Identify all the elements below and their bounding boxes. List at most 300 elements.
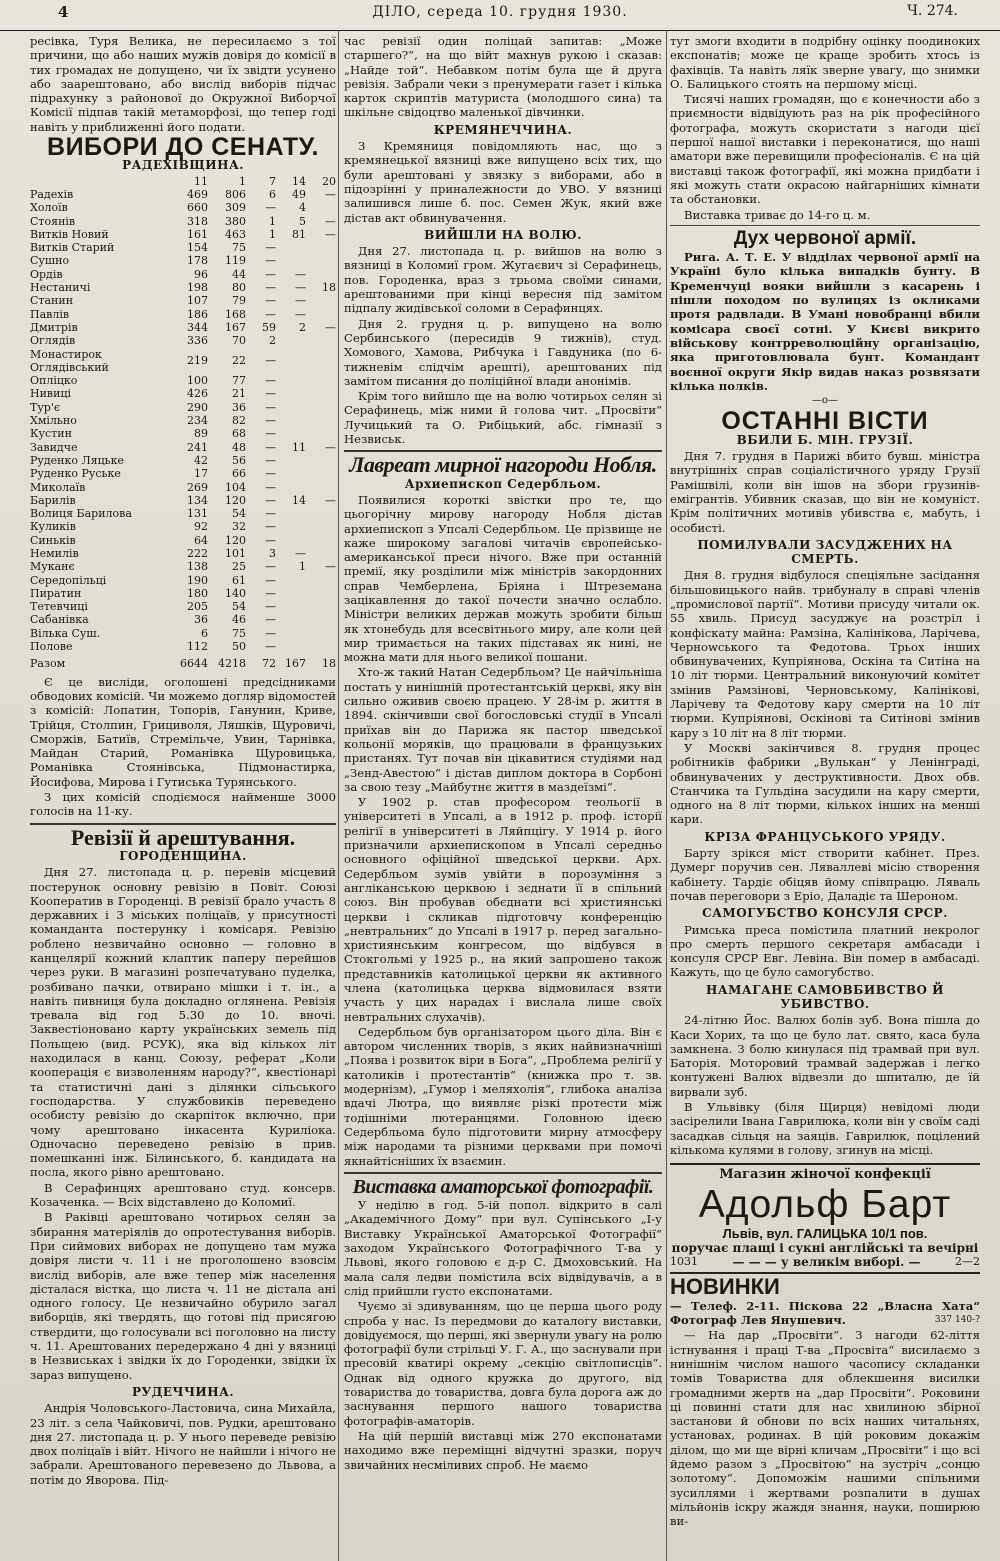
village-name: Дмитрів bbox=[30, 320, 78, 334]
vote-count: — bbox=[265, 626, 276, 640]
vote-count: — bbox=[265, 400, 276, 414]
vote-count: 18 bbox=[322, 281, 336, 295]
vote-count bbox=[276, 241, 306, 254]
vote-count: 4218 bbox=[218, 657, 246, 671]
vote-count bbox=[306, 627, 336, 640]
results-table bbox=[30, 175, 336, 671]
vote-count: 2 bbox=[269, 334, 276, 348]
vote-count: 138 bbox=[187, 560, 208, 574]
table-row bbox=[30, 215, 336, 228]
vote-count: — bbox=[295, 294, 306, 308]
vote-count: 100 bbox=[187, 374, 208, 388]
table-row bbox=[30, 414, 336, 427]
vote-count: 167 bbox=[225, 320, 246, 334]
village-name: Куликів bbox=[30, 520, 76, 534]
vote-count bbox=[276, 414, 306, 427]
article-paragraph: У Москві закінчився 8. грудня процес робітників фабрики „Вулькан“ у Ленінграді, обвинувачених у деструктивности. Двох обв. Станчика та Гульдіна засудили на кару смерти, одного на 8 літ тюрми, кількох інших на менші кари. bbox=[670, 740, 980, 827]
village-name: Монастирок Оглядівський bbox=[30, 347, 109, 374]
results-comment: Є це висліди, оголошені предсідниками обводових комісій. Чи можемо догляр відомостей з комісій: Лопатин, Топорів, Ганунин, Криве, Трійця, Столпин, Грициволя, Ляшків, Щуровичі, Сморжів, Батиїв, Стремільче, Увин, Тарнівка, Майдан Старий, Романівка Щуровицька, Романівка Стоянівська, Підмонастирка, Йосифова, Мирова і Гутиська Турянського. bbox=[30, 674, 336, 789]
ad-footer bbox=[670, 1255, 980, 1269]
vote-count: — bbox=[265, 573, 276, 587]
ad-code: 1031 bbox=[670, 1255, 698, 1269]
vote-count bbox=[306, 507, 336, 520]
ad-offer-2: — — — у великім виборі. — bbox=[732, 1255, 921, 1270]
vote-count: 70 bbox=[232, 334, 246, 348]
village-name: Нестаничі bbox=[30, 281, 91, 295]
vote-count bbox=[306, 454, 336, 467]
table-row bbox=[30, 441, 336, 454]
vote-count: — bbox=[265, 507, 276, 521]
vote-count: 426 bbox=[187, 387, 208, 401]
vote-count: — bbox=[265, 533, 276, 547]
table-row bbox=[30, 294, 336, 307]
vote-count: — bbox=[265, 387, 276, 401]
village-name: Сушно bbox=[30, 254, 70, 268]
vote-count: — bbox=[325, 440, 336, 454]
vote-count: 54 bbox=[232, 507, 246, 521]
vote-count: — bbox=[325, 227, 336, 241]
vote-count bbox=[306, 467, 336, 480]
vote-count: 234 bbox=[187, 414, 208, 428]
vote-count: 120 bbox=[225, 533, 246, 547]
horodenshchyna-heading: ГОРОДЕНЩИНА. bbox=[119, 848, 247, 863]
vote-count: 17 bbox=[194, 467, 208, 481]
vote-count: 11 bbox=[292, 440, 306, 454]
vote-count: — bbox=[265, 241, 276, 255]
village-name: Синьків bbox=[30, 533, 76, 547]
article-paragraph: тут змоги входити в подрібну оцінку поодиноких експонатів; може це краще зробить хтось із фахівців. Та навіть ляїк зверне увагу, що знимки О. Балицького стоять на першому місці. bbox=[670, 34, 980, 91]
vote-count: — bbox=[265, 294, 276, 308]
vote-count bbox=[276, 254, 306, 267]
ad-code: 2—2 bbox=[954, 1255, 980, 1269]
village-name: Нивиці bbox=[30, 387, 72, 401]
table-row bbox=[30, 387, 336, 400]
vote-count: 6 bbox=[201, 626, 208, 640]
list-header: 11 bbox=[194, 174, 208, 188]
village-name: Тетевчиці bbox=[30, 600, 88, 614]
vote-count: 50 bbox=[232, 640, 246, 654]
vote-count bbox=[306, 414, 336, 427]
results-comment-2: З цих комісій сподіємося найменше 3000 голосів на 11-ку. bbox=[30, 790, 336, 819]
table-row bbox=[30, 600, 336, 613]
vote-count bbox=[276, 640, 306, 653]
kremianechchyna-heading: КРЕМЯНЕЧЧИНА. bbox=[433, 122, 573, 137]
vote-count: 806 bbox=[225, 187, 246, 201]
article-paragraph: Тисячі наших громадян, що є конечности або з приємности відвідують раз на рік професійного фотографа, можуть скористати з нагоди цієї першої нашої виставки і переконатися, що наші аматори вже перевищили професіоналів. Є на цій виставці також фотографії, які можна придбати і які можуть стати окрасою найгарніших кімнати та обстановки. bbox=[670, 92, 980, 207]
vote-count bbox=[306, 201, 336, 214]
vote-count: 14 bbox=[292, 493, 306, 507]
vote-count: 59 bbox=[262, 320, 276, 334]
village-name: Витків Новий bbox=[30, 227, 109, 241]
georgia-heading: ВБИЛИ Б. МІН. ГРУЗІЇ. bbox=[736, 432, 914, 447]
vote-count bbox=[276, 574, 306, 587]
vote-count: 5 bbox=[299, 214, 306, 228]
article-paragraph: Дня 27. листопада ц. р. вийшов на волю з вязниці в Коломиї гром. Жугаєвич зі Серафинець, пов. Городенка, враз з трьома своїми синами, арештованими при кінці вересня під замітом підпалу жидівської соломи в Серафинцях. bbox=[344, 244, 662, 316]
vote-count: 309 bbox=[225, 201, 246, 215]
vote-count: 80 bbox=[232, 281, 246, 295]
novynky-line bbox=[670, 1299, 980, 1328]
table-row bbox=[30, 454, 336, 467]
vote-count bbox=[306, 547, 336, 560]
novynky-code: 337 140-? bbox=[934, 1315, 980, 1326]
red-army-heading: Дух червоної армії. bbox=[733, 227, 917, 249]
village-name: Завидче bbox=[30, 440, 78, 454]
divider bbox=[670, 225, 980, 226]
newspaper-title-date: ДІЛО, середа 10. грудня 1930. bbox=[372, 4, 628, 20]
table-total-row bbox=[30, 653, 336, 670]
vote-count: — bbox=[295, 546, 306, 560]
senate-elections-heading: ВИБОРИ ДО СЕНАТУ. bbox=[47, 133, 319, 162]
vote-count: 186 bbox=[187, 307, 208, 321]
vote-count: 75 bbox=[232, 626, 246, 640]
vote-count: 48 bbox=[232, 440, 246, 454]
table-row bbox=[30, 520, 336, 533]
vote-count: — bbox=[325, 493, 336, 507]
village-name: Хмільно bbox=[30, 414, 77, 428]
vote-count: 380 bbox=[225, 214, 246, 228]
village-name: Волиця Барилова bbox=[30, 507, 132, 521]
intro-paragraph: ресівка, Туря Велика, не пересилаємо з тої причини, що або наших мужів довіря до комісії в тих громадах не допущено, чи їх звідти усунено або заарештовано, або вислід виборів підчас підрахунку з районової до Окружної Виборчої Комісії підпав такій метаморфозі, що тепер годі навіть у приближенні його подати. bbox=[30, 34, 336, 134]
vote-count: 56 bbox=[232, 453, 246, 467]
vote-count bbox=[276, 613, 306, 626]
vote-count: — bbox=[265, 600, 276, 614]
article-paragraph: На цій першій виставці між 270 експонатами находимо вже переміщні відчутні зразки, поруч звичайних несміливих спроб. Не маємо bbox=[344, 1428, 662, 1472]
vote-count: 104 bbox=[225, 480, 246, 494]
vote-count: 131 bbox=[187, 507, 208, 521]
village-name: Холоїв bbox=[30, 201, 68, 215]
vote-count: 96 bbox=[194, 267, 208, 281]
vote-count: 318 bbox=[187, 214, 208, 228]
vote-count bbox=[276, 401, 306, 414]
latest-news-heading: ОСТАННІ ВІСТИ bbox=[721, 407, 929, 436]
table-row bbox=[30, 268, 336, 281]
list-header: 14 bbox=[292, 174, 306, 188]
nobel-subheading: Архиепископ Седербльом. bbox=[404, 476, 602, 491]
vote-count: 120 bbox=[225, 493, 246, 507]
vote-count: 81 bbox=[292, 227, 306, 241]
article-paragraph: 24-літню Йос. Валюх болів зуб. Вона пішла до Каси Хорих, та що це було лат. свято, каса була замкнена. З болю кинулася під трамвай при вул. Баторія. Моторовий трамвай задержав і легко контужені Валюх відвезли до шпиталю, де їй вирвали зуб. bbox=[670, 1013, 980, 1099]
vote-count: 1 bbox=[269, 227, 276, 241]
article-paragraph: В Ульвівку (біля Щирця) невідомі люди засірелили Івана Гаврилюка, коли він у своїм саді засадкав сільця на заяців. Гаврилюк, поцілений кількома кулями в голову, згинув на місці. bbox=[670, 1100, 980, 1157]
vote-count: 92 bbox=[194, 520, 208, 534]
village-name: Руденко Руське bbox=[30, 467, 121, 481]
vote-count: — bbox=[265, 453, 276, 467]
advertisement bbox=[670, 1163, 980, 1274]
article-paragraph: — На дар „Просвіти“. З нагоди 62-ліття істнування і праці Т-ва „Просвіта“ висилаємо з нинішнім числом нашого часопису складанки томів Товариства для облекшення висилки громадними жертв на „дар Просвіти“. Роковини ці повинні стати для нас хвилиною збірної застанови й обнови по всіх наших читальнях, установах, родинах. В цій роковим докажім ділом, що ми ще вірні кличам „Просвіти“ і що всі йдемо разом з „Просвітою“ на зустріч „сонцю золотому“. Допоможім нашими спільними зусиллями і жертвами розпалити в душах мільйонів іскру жаждя знання, науки, поширюю ви- bbox=[670, 1328, 980, 1529]
nobel-laureate-heading: Лавреат мирної нагороди Нобля. bbox=[349, 452, 657, 478]
vote-count: — bbox=[265, 560, 276, 574]
table-row bbox=[30, 201, 336, 214]
article-paragraph: Дня 27. листопада ц. р. перевів місцевий постерунок основну ревізію в Повіт. Союзі Кооператив в Городенці. В ревізії брало участь 8 державних і 3 міських поліцаїв, у присутності команданта постерунку і комісаря. Ревізію роблено незвичайно основно — головно в канцелярії кожний клаптик паперу перейшов через руки. В магазині розпечатувано пуделка, розбивано пачки, отвирано мішки і т. ін., а навіть пивниця була докладно оглянена. Ревізія тревала від год 5.30 до 10. вночі. Заквестіоновано карту українських земель під Польщею (вид. РСУК), яка від кількох літ находилася в канц. Союзу, реферат „Коли кооперація є визволенням народу?“, квестіонарі та статистичні дані з ділянки сільського господарства. У службовиків переведено особисту ревізію до скарпіток включно, при чому арештовано інкасента Куриліока. Одночасно переведено ревізію в прив. помешканні інж. Білинського, б. кандидата на посла, якого рівно арештовано. bbox=[30, 865, 336, 1180]
table-row bbox=[30, 188, 336, 201]
vote-count bbox=[306, 308, 336, 321]
vote-count: 6 bbox=[269, 187, 276, 201]
vote-count: — bbox=[265, 427, 276, 441]
consul-heading: САМОГУБСТВО КОНСУЛЯ СРСР. bbox=[702, 906, 948, 921]
rudechchyna-heading: РУДЕЧЧИНА. bbox=[131, 1384, 235, 1399]
vote-count: — bbox=[295, 307, 306, 321]
table-row bbox=[30, 334, 336, 347]
vote-count: 198 bbox=[187, 281, 208, 295]
village-name: Сабанівка bbox=[30, 613, 89, 627]
article-paragraph: Барту зрікся міст створити кабінет. През. Думерг поручив сен. Ляваллеві місію створення кабінету. Тардіє обіцяв йому співпрацю. Ляваль почав переговори з Еріо, Даладіє та Шероном. bbox=[670, 846, 980, 903]
village-name: Кустин bbox=[30, 427, 72, 441]
vote-count: 205 bbox=[187, 600, 208, 614]
vote-count: 154 bbox=[187, 241, 208, 255]
vote-count: 336 bbox=[187, 334, 208, 348]
vote-count bbox=[306, 401, 336, 414]
vote-count: — bbox=[325, 560, 336, 574]
vote-count bbox=[276, 374, 306, 387]
article-paragraph: Дня 8. грудня відбулося спеціяльне засідання більшовицького найв. трибуналу в справі членів „промислової партії“. Мотиви присуду читали ок. 55 хвиль. Присуд засуджує на розстріл і конфіскату майна: Рамзіна, Калінікова, Ларічева, Чернowського та Федотова. Трьох інших обвинувачених, Купріянова, Оскіна та Ситіна на 10 літ тюрми. Центральний виконуючий комітет змінив Рамзінові, Черновському, Калінікові, Ларічеву та Федотову кару смерти на 10 літ тюрми. Купріянові, Оскінові та Ситінові змінив кару з 10 літ на 8 літ тюрми. bbox=[670, 568, 980, 740]
article-paragraph: Дня 2. грудня ц. р. випущено на волю Сербинського (пересидів 9 тижнів), студ. Хомового, Хамова, Рибчука і Гавдуника (по 6-тижневім слідчім арешті), арештованих під замітом писання до поліційної влади анонімів. bbox=[344, 316, 662, 388]
vote-count: 54 bbox=[232, 600, 246, 614]
article-paragraph: Рига. А. Т. Е. У відділах червоної армії на Україні було кілька випадків бунту. В Кременчуці вояки вийшли з касарень і пішли походом по вулицях із окликами протя радвлади. В Умані новобранці вбили комісара своєї сотні. У Києві викрито військову контрреволюційну організацію, яка приготовлювала бунт. Командант воєнної округи Якір видав наказ розвязати кілька полків. bbox=[670, 250, 980, 393]
table-row bbox=[30, 560, 336, 573]
list-header: 1 bbox=[239, 174, 246, 188]
vote-count bbox=[306, 574, 336, 587]
vote-count: — bbox=[325, 320, 336, 334]
vote-count: 140 bbox=[225, 586, 246, 600]
vote-count bbox=[276, 627, 306, 640]
vote-count: 269 bbox=[187, 480, 208, 494]
article-paragraph: В Серафинцях арештовано студ. консерв. Козаченка. — Всіх відставлено до Коломиї. bbox=[30, 1180, 336, 1210]
vote-count: — bbox=[265, 467, 276, 481]
vote-count: 44 bbox=[232, 267, 246, 281]
vote-count: 49 bbox=[292, 187, 306, 201]
article-paragraph: В Раківці арештовано чотирьох селян за збирання матеріялів до опротестування виборів. При сиймових виборах не допущено там мужа довіря листи ч. 11 і не проголошено взовсім вислід виборів, але вже тепер між населення дісталася вістка, що листа ч. 11 не дістала ані одного голосу. Це незвичайно обурило загал виборців, які твердять, що готові під присягою ствердити, що голосували всі поголовно на листу ч. 11. Арештованих передержано 4 дні у вязниці в Незвиськах і звідки їх до Городенки, звідки їх зараз випущено. bbox=[30, 1210, 336, 1382]
vote-count: 89 bbox=[194, 427, 208, 441]
column-3 bbox=[670, 34, 980, 1559]
district-heading: РАДЕХІВЩИНА. bbox=[122, 158, 244, 173]
vote-count bbox=[306, 254, 336, 267]
vote-count: 178 bbox=[187, 254, 208, 268]
vote-count: 66 bbox=[232, 467, 246, 481]
vote-count: 42 bbox=[194, 453, 208, 467]
article-paragraph: Андрія Чоловського-Ластовича, сина Михайла, 23 літ. з села Чайковичі, пов. Рудки, арештовано дня 27. листопада ц. р. У нього переведе ревізію двох поліцаїв і війт. Нічого не найшли і нічого не забрали. Арештованого перевезено до Львова, а потім до Яворова. Під- bbox=[30, 1401, 336, 1487]
article-paragraph: У 1902 р. став професором теольогії в університеті в Упсалі, а в 1912 р. проф. історії релігії в університеті в Ляйпцігу. У 1914 р. його призначили архиепископом в Упсалі середньо основного офіційної шведської церкви. Арх. Седербльом зумів увійти в порозуміння з англіканською церквою і зєднати її в спільний союз. Він пробував обєднати всі християнські церкви і скликав підготовчу конференцію „невтральних“ до Упсалі в 1917 р. перед загально-християнським конгресом, що відбувся в Стокгольмі у 1925 р., на який запрошено також представників католицької церкви як активного члена (католицька церква відмовилася взяти участь у цих нарадах і вислала лише своїх невтральних слухачів). bbox=[344, 795, 662, 1024]
village-name: Павлів bbox=[30, 307, 70, 321]
vote-count: 21 bbox=[232, 387, 246, 401]
vote-count: — bbox=[295, 281, 306, 295]
vote-count: 22 bbox=[232, 354, 246, 368]
attempt-heading: НАМАГАНЕ САМОВБИВСТВО Й УБИВСТВО. bbox=[706, 982, 944, 1011]
vote-count: 36 bbox=[194, 613, 208, 627]
vote-count bbox=[306, 534, 336, 547]
vote-count: 463 bbox=[225, 227, 246, 241]
village-name: Руденко Ляцьке bbox=[30, 453, 125, 467]
vote-count: 107 bbox=[187, 294, 208, 308]
vote-count bbox=[306, 387, 336, 400]
table-row bbox=[30, 427, 336, 440]
vote-count bbox=[306, 613, 336, 626]
ad-address: Львів, вул. ГАЛИЦЬКА 10/1 пов. bbox=[722, 1225, 928, 1241]
article-paragraph: час ревізії один поліцай запитав: „Може старшего?“, на що війт махнув рукою і сказав: „Найде той“. Небавком потім була ще й друга ревізія. Забрали чеки з пренумерати газет і кілька карток скриптів матуриста (молодшого сина) та шкільне свідоцтво маленької дівчинки. bbox=[344, 34, 662, 120]
article-paragraph: Виставка триває до 14-го ц. м. bbox=[684, 207, 871, 222]
list-header: 20 bbox=[322, 174, 336, 188]
vote-count: — bbox=[265, 520, 276, 534]
vote-count bbox=[306, 427, 336, 440]
vote-count: 82 bbox=[232, 414, 246, 428]
vote-count: — bbox=[265, 307, 276, 321]
vote-count: — bbox=[265, 281, 276, 295]
vote-count: — bbox=[265, 354, 276, 368]
table-row bbox=[30, 481, 336, 494]
article-paragraph: З Кремяниця повідомляють нас, що з кремянецької вязниці вже випущено всіх тих, що були арештовані у звязку з виборами, або в підозрінні у приналежности до УВО. У вязниці залишився лише б. пос. Семен Жук, який вже дістав акт обвинувачення. bbox=[344, 139, 662, 225]
vote-count: 4 bbox=[299, 201, 306, 215]
vote-count: 36 bbox=[232, 400, 246, 414]
vote-count: 101 bbox=[225, 546, 246, 560]
village-name: Немилів bbox=[30, 546, 79, 560]
vote-count: — bbox=[265, 414, 276, 428]
article-paragraph: Появилися короткі звістки про те, що цьогорічну мирову нагороду Нобля дістав архиепископ з Упсалі Седербльом. Це прізвище не каже широкому загалові читачів європейсько-американської преси нічого. Вже при останній премії, яку розділили між міністрів закордонних справ Чемберлена, Бріяна і Штреземана зацікавлення до такої почести значно ослабло. Міністри великих держав можуть зробити більш як хтонебудь для всесвітнього миру, але коли цей мир тримається на таких підставах як нині, не можна мати для нього великої пошани. bbox=[344, 492, 662, 665]
article-paragraph: Крім того вийшло ще на волю чотирьох селян зі Серафинець, між ними й голова чит. „Просвіти“ Лучицький та О. Рибіцький, абс. гімназії з Незвиськ. bbox=[344, 389, 662, 447]
village-name: Барилів bbox=[30, 493, 76, 507]
ad-store-name: Адольф Барт bbox=[698, 1182, 952, 1226]
village-name: Середопільці bbox=[30, 573, 107, 587]
village-name: Муканє bbox=[30, 560, 75, 574]
novynky-ad-text: — Телеф. 2-11. Піскова 22 „Власна Хата“ Фотограф Лев Янушевич. bbox=[670, 1298, 980, 1328]
vote-count bbox=[306, 520, 336, 533]
table-row bbox=[30, 574, 336, 587]
village-name: Радехів bbox=[30, 187, 74, 201]
vote-count bbox=[306, 294, 336, 307]
table-row bbox=[30, 374, 336, 387]
vote-count: 75 bbox=[232, 241, 246, 255]
village-name: Разом bbox=[30, 657, 66, 671]
table-row bbox=[30, 507, 336, 520]
vote-count bbox=[276, 520, 306, 533]
vote-count bbox=[306, 640, 336, 653]
issue-number: Ч. 274. bbox=[907, 3, 958, 19]
vote-count bbox=[276, 387, 306, 400]
vote-count: 469 bbox=[187, 187, 208, 201]
vote-count: 290 bbox=[187, 400, 208, 414]
vote-count bbox=[306, 241, 336, 254]
masthead bbox=[0, 0, 1000, 31]
table-row bbox=[30, 241, 336, 254]
vote-count: 77 bbox=[232, 374, 246, 388]
vote-count bbox=[306, 268, 336, 281]
vote-count bbox=[306, 374, 336, 387]
table-row bbox=[30, 228, 336, 241]
table-row bbox=[30, 494, 336, 507]
vote-count: 168 bbox=[225, 307, 246, 321]
table-row bbox=[30, 401, 336, 414]
vote-count: — bbox=[265, 586, 276, 600]
vote-count: — bbox=[265, 374, 276, 388]
vote-count bbox=[306, 600, 336, 613]
released-heading: ВИЙШЛИ НА ВОЛЮ. bbox=[424, 227, 582, 242]
novynky-heading: НОВИНКИ bbox=[670, 1274, 780, 1300]
photo-exhibition-heading: Виставка аматорської фотографії. bbox=[352, 1175, 654, 1198]
column-2 bbox=[344, 34, 662, 1559]
vote-count bbox=[276, 587, 306, 600]
table-row bbox=[30, 640, 336, 653]
vote-count: — bbox=[265, 640, 276, 654]
vote-count: 72 bbox=[262, 657, 276, 671]
vote-count: — bbox=[295, 267, 306, 281]
vote-count: — bbox=[265, 613, 276, 627]
column-rule bbox=[666, 30, 667, 1561]
vote-count: — bbox=[265, 493, 276, 507]
table-row bbox=[30, 613, 336, 626]
vote-count bbox=[276, 481, 306, 494]
vote-count: — bbox=[265, 440, 276, 454]
table-row bbox=[30, 254, 336, 267]
table-row bbox=[30, 281, 336, 294]
village-name: Ордів bbox=[30, 267, 63, 281]
table-row bbox=[30, 308, 336, 321]
vote-count bbox=[276, 467, 306, 480]
crisis-heading: КРІЗА ФРАНЦУСЬКОГО УРЯДУ. bbox=[704, 829, 946, 844]
vote-count: 344 bbox=[187, 320, 208, 334]
vote-count bbox=[276, 507, 306, 520]
vote-count bbox=[276, 534, 306, 547]
vote-count: 134 bbox=[187, 493, 208, 507]
village-name: Опліцко bbox=[30, 374, 78, 388]
pardon-heading: ПОМИЛУВАЛИ ЗАСУДЖЕНИХ НА СМЕРТЬ. bbox=[697, 537, 953, 567]
vote-count: 6644 bbox=[180, 657, 208, 671]
vote-count: 190 bbox=[187, 573, 208, 587]
vote-count: 32 bbox=[232, 520, 246, 534]
table-header-row bbox=[30, 175, 336, 188]
vote-count bbox=[306, 348, 336, 375]
vote-count: 1 bbox=[269, 214, 276, 228]
village-name: Станин bbox=[30, 294, 74, 308]
village-name: Пиратин bbox=[30, 586, 82, 600]
table-row bbox=[30, 467, 336, 480]
vote-count bbox=[306, 334, 336, 347]
vote-count: — bbox=[265, 480, 276, 494]
vote-count: — bbox=[325, 214, 336, 228]
ad-offer: поручає плащі і сукні англійські та вечірні bbox=[671, 1240, 979, 1255]
vote-count: 68 bbox=[232, 427, 246, 441]
vote-count: 2 bbox=[299, 320, 306, 334]
village-name: Тур'є bbox=[30, 400, 61, 414]
article-paragraph: У неділю в год. 5-ій попол. відкрито в салі „Академічного Дому“ при вул. Супінського „І-у Виставку Української Аматорської Фотографії“ заходом Українського Фотографічного Т-ва у Львові, якого головою є д-р С. Дмоховський. На мала саля ледви помістила всіх відвідувачів, а в слід прийшли густо експонатами. bbox=[344, 1198, 662, 1298]
vote-count bbox=[306, 587, 336, 600]
vote-count: 46 bbox=[232, 613, 246, 627]
vote-count: 180 bbox=[187, 586, 208, 600]
village-name: Миколаїв bbox=[30, 480, 86, 494]
vote-count: 119 bbox=[225, 254, 246, 268]
ad-tagline: Магазин жіночої конфекції bbox=[719, 1167, 931, 1183]
vote-count: — bbox=[325, 187, 336, 201]
divider bbox=[344, 1172, 662, 1174]
vote-count: 61 bbox=[232, 573, 246, 587]
vote-count: 222 bbox=[187, 546, 208, 560]
vote-count: 660 bbox=[187, 201, 208, 215]
vote-count bbox=[276, 334, 306, 347]
vote-count: — bbox=[265, 267, 276, 281]
vote-count: 18 bbox=[322, 657, 336, 671]
column-rule bbox=[338, 30, 339, 1561]
vote-count bbox=[306, 481, 336, 494]
village-name: Вілька Суш. bbox=[30, 626, 101, 640]
table-row bbox=[30, 348, 336, 375]
article-paragraph: Римська преса помістила платний некролог про смерть першого секретаря амбасади і консуля СРСР Евг. Левіна. Він помер в амбасаді. Кажуть, що це було самогубство. bbox=[670, 922, 980, 980]
revisions-heading: Ревізії й арештування. bbox=[70, 824, 296, 850]
list-header: 7 bbox=[269, 174, 276, 188]
village-name: Стоянів bbox=[30, 214, 76, 228]
vote-count: 64 bbox=[194, 533, 208, 547]
column-1 bbox=[30, 34, 336, 1559]
vote-count: 219 bbox=[187, 354, 208, 368]
table-row bbox=[30, 321, 336, 334]
table-row bbox=[30, 627, 336, 640]
article-paragraph: Хто-ж такий Натан Седербльом? Це найчільніша постать у нинішній протестантській церкві, яку він сильно оживив своєю працею. У 28-ім р. життя в 1894. скінчивши свої богословські студії в Упсалі приїхав він до Парижа як пастор шведської кольонії моряків, що працювали в французьких пристанях. Тут почав він цікавитися студіями над „Зенд-Авестою“ і дістав диплом доктора в Сорбоні за свою тезу „Майбутнє життя в маздеїзмі“. bbox=[344, 665, 662, 794]
